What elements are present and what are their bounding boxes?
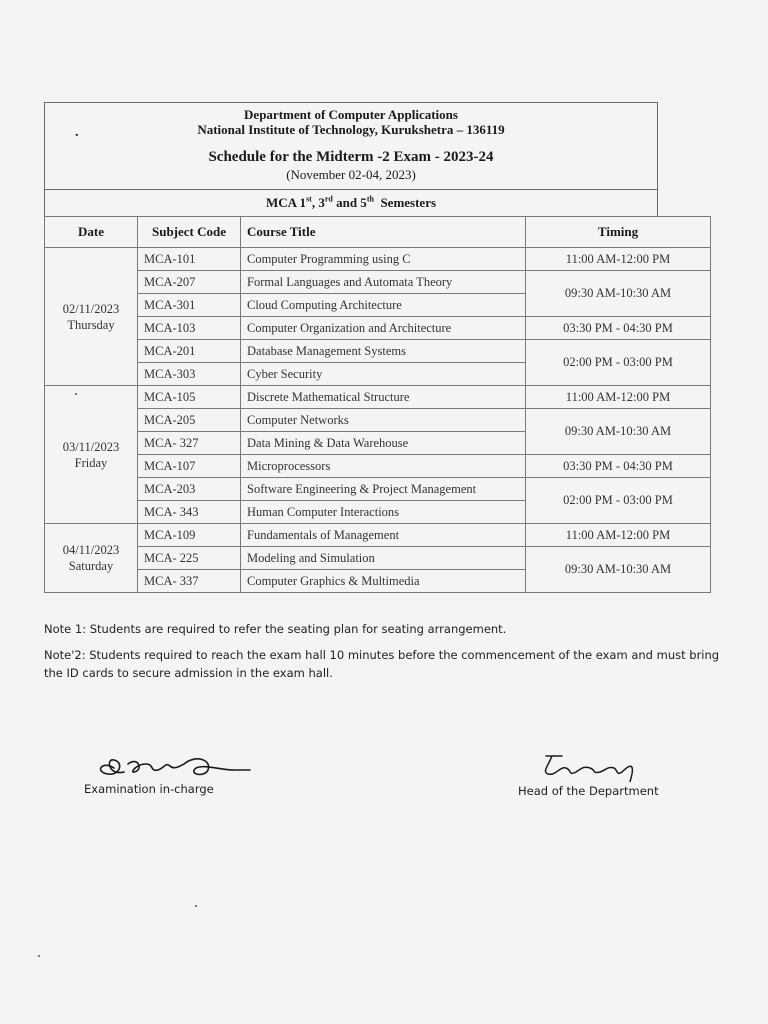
exam-timing: 11:00 AM-12:00 PM [526,386,711,409]
exam-timing: 09:30 AM-10:30 AM [526,271,711,317]
examination-incharge-label: Examination in-charge [84,782,214,796]
exam-timing: 03:30 PM - 04:30 PM [526,317,711,340]
table-row [45,409,711,432]
exam-weekday: Saturday [68,559,114,573]
subject-code: MCA-203 [138,478,241,501]
exam-timing: 11:00 AM-12:00 PM [526,524,711,547]
column-header-course-title: Course Title [241,217,526,248]
department-name: Department of Computer Applications [244,107,458,122]
semesters-text: and 5 [332,195,367,210]
column-header-date: Date [45,217,138,248]
exam-date-cell [45,386,138,524]
semesters-sup: th [366,194,374,204]
speck-mark: . [75,125,79,140]
table-row [45,524,711,547]
subject-code: MCA-107 [138,455,241,478]
course-title: Data Mining & Data Warehouse [241,432,526,455]
column-header-timing: Timing [526,217,711,248]
course-title: Modeling and Simulation [241,547,526,570]
course-title: Computer Programming using C [241,248,526,271]
note-2: Note'2: Students required to reach the exam hall 10 minutes before the commencement of the exam and must bring the ID cards to secure admission in the exam hall. [44,648,720,680]
table-row [45,317,711,340]
subject-code: MCA- 343 [138,501,241,524]
course-title: Formal Languages and Automata Theory [241,271,526,294]
table-row [45,271,711,294]
table-row [45,547,711,570]
subject-code: MCA-109 [138,524,241,547]
table-row [45,340,711,363]
note-1: Note 1: Students are required to refer the seating plan for seating arrangement. [44,622,507,636]
exam-date-cell [45,524,138,593]
subject-code: MCA-101 [138,248,241,271]
course-title: Microprocessors [241,455,526,478]
subject-code: MCA-205 [138,409,241,432]
exam-weekday: Friday [74,455,108,470]
table-row [45,478,711,501]
course-title: Computer Networks [241,409,526,432]
exam-date-cell [45,248,138,386]
exam-date: 02/11/2023 [62,301,120,316]
subject-code: MCA-103 [138,317,241,340]
subject-code: MCA-301 [138,294,241,317]
semesters-sup: rd [324,194,333,204]
document-header [44,102,658,189]
subject-code: MCA- 337 [138,570,241,593]
handwritten-signature-right [518,752,658,782]
exam-timing: 09:30 AM-10:30 AM [526,409,711,455]
course-title: Human Computer Interactions [241,501,526,524]
schedule-sheet [44,102,673,593]
table-row [45,386,711,409]
course-title: Discrete Mathematical Structure [241,386,526,409]
semesters-text: , 3 [311,195,325,210]
subject-code: MCA-207 [138,271,241,294]
table-row [45,248,711,271]
course-title: Computer Graphics & Multimedia [241,570,526,593]
semesters-heading [44,189,658,216]
course-title: Fundamentals of Management [241,524,526,547]
semesters-text: Semesters [373,195,437,210]
schedule-body [45,248,711,593]
column-header-subject-code: Subject Code [138,217,241,248]
speck-mark [75,393,77,395]
course-title: Database Management Systems [241,340,526,363]
subject-code: MCA- 225 [138,547,241,570]
handwritten-signature-left [84,750,264,784]
subject-code: MCA- 327 [138,432,241,455]
exam-date: 04/11/2023 [62,543,120,557]
exam-timing: 03:30 PM - 04:30 PM [526,455,711,478]
notes-section [44,620,724,690]
speck-mark [38,955,40,957]
exam-timing: 02:00 PM - 03:00 PM [526,478,711,524]
subject-code: MCA-201 [138,340,241,363]
exam-timing: 09:30 AM-10:30 AM [526,547,711,593]
head-of-department-label: Head of the Department [518,784,659,798]
exam-timing: 11:00 AM-12:00 PM [526,248,711,271]
schedule-title: Schedule for the Midterm -2 Exam - 2023-24 [208,149,494,165]
table-row [45,455,711,478]
exam-date: 03/11/2023 [62,439,120,454]
semesters-text: MCA 1 [265,195,307,210]
semesters-sup: st [306,194,312,204]
table-header-row [45,217,711,248]
schedule-table [44,216,711,593]
course-title: Cloud Computing Architecture [241,294,526,317]
subject-code: MCA-105 [138,386,241,409]
head-of-department-signature [518,752,698,798]
course-title: Software Engineering & Project Management [241,478,526,501]
subject-code: MCA-303 [138,363,241,386]
institute-name: National Institute of Technology, Kurukshetra – 136119 [197,122,505,137]
course-title: Computer Organization and Architecture [241,317,526,340]
schedule-dates: (November 02-04, 2023) [286,167,416,182]
speck-mark [195,905,197,907]
exam-timing: 02:00 PM - 03:00 PM [526,340,711,386]
course-title: Cyber Security [241,363,526,386]
exam-weekday: Thursday [67,317,115,332]
examination-incharge-signature [84,750,284,796]
